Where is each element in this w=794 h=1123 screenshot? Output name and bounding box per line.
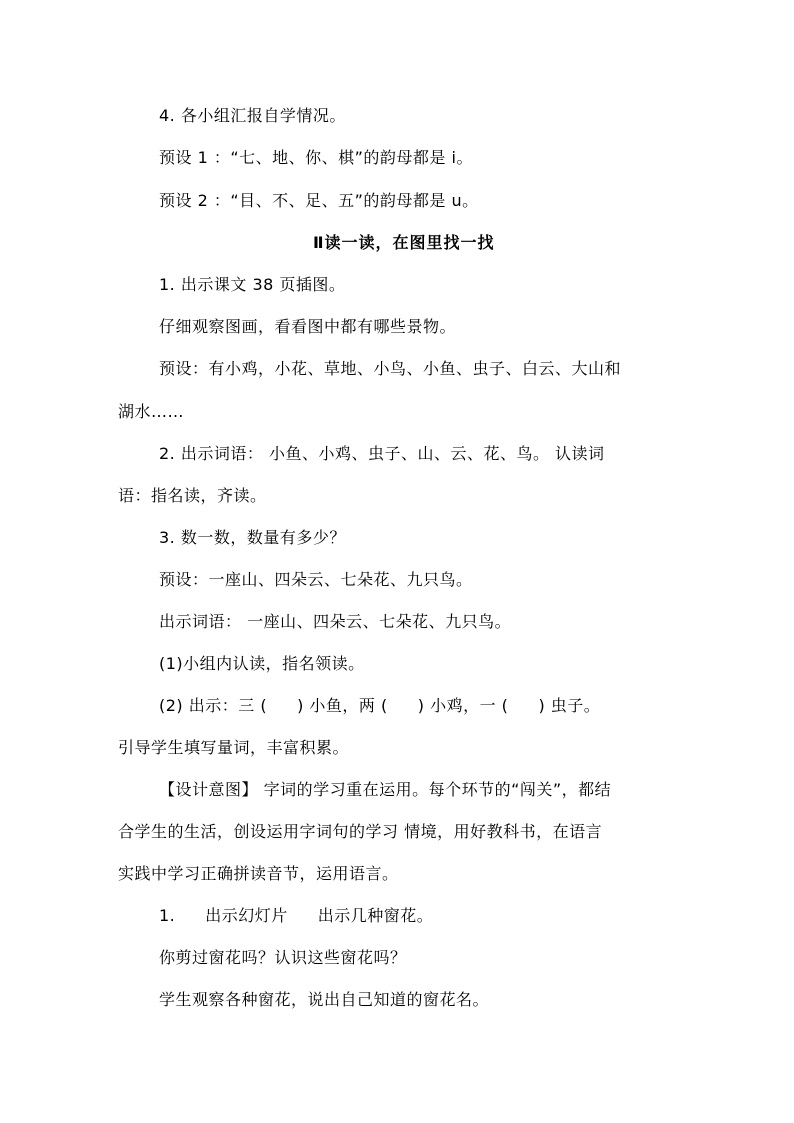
- design-intent: 【设计意图】 字词的学习重在运用。每个环节的“闯关”，都结: [159, 780, 612, 799]
- observe-instruction: 仔细观察图画，看看图中都有哪些景物。: [159, 317, 457, 336]
- students-observe: 学生观察各种窗花，说出自己知道的窗花名。: [159, 990, 490, 1009]
- slides-show: 出示幻灯片: [205, 906, 288, 925]
- fill-part-4: ) 虫子。: [538, 696, 601, 715]
- fill-part-1: (2) 出示：三 (: [159, 696, 268, 715]
- show-words: 出示词语： 一座山、四朵云、七朵花、九只鸟。: [159, 612, 512, 631]
- preset-scenery-cont: 湖水……: [118, 402, 185, 421]
- question-window-flowers: 你剪过窗花吗？认识这些窗花吗？: [159, 948, 407, 967]
- sub-item-2-fill-blanks: [159, 694, 600, 718]
- sub-item-1: (1)小组内认读，指名领读。: [159, 654, 365, 673]
- design-intent-cont-1: 合学生的生活，创设运用字词句的学习 情境，用好教科书，在语言: [118, 822, 603, 841]
- guide-measure-words: 引导学生填写量词，丰富积累。: [118, 738, 350, 757]
- design-intent-cont-2: 实践中学习正确拼读音节，运用语言。: [118, 864, 399, 883]
- fill-part-2: ) 小鱼，两 (: [297, 696, 388, 715]
- preset-1: 预设 1 ：“七、地、你、棋”的韵母都是 i。: [159, 148, 473, 167]
- preset-scenery: 预设：有小鸡，小花、草地、小鸟、小鱼、虫子、白云、大山和: [159, 359, 622, 378]
- slides-window-flowers: 出示几种窗花。: [317, 906, 434, 925]
- slides-number: 1.: [159, 906, 176, 925]
- item-2-words-cont: 语：指名读，齐读。: [118, 486, 267, 505]
- preset-2: 预设 2 ：“目、不、足、五”的韵母都是 u。: [159, 191, 479, 210]
- item-1-slides: [159, 904, 433, 928]
- item-2-words: 2. 出示词语： 小鱼、小鸡、虫子、山、云、花、鸟。 认读词: [159, 444, 605, 463]
- item-4-report: 4. 各小组汇报自学情况。: [159, 106, 346, 125]
- section-heading: Ⅱ读一读，在图里找一找: [313, 233, 495, 252]
- fill-part-3: ) 小鸡，一 (: [417, 696, 509, 715]
- item-3-count: 3. 数一数，数量有多少？: [159, 528, 346, 547]
- preset-count: 预设：一座山、四朵云、七朵花、九只鸟。: [159, 570, 473, 589]
- item-1-illustration: 1. 出示课文 38 页插图。: [159, 275, 346, 294]
